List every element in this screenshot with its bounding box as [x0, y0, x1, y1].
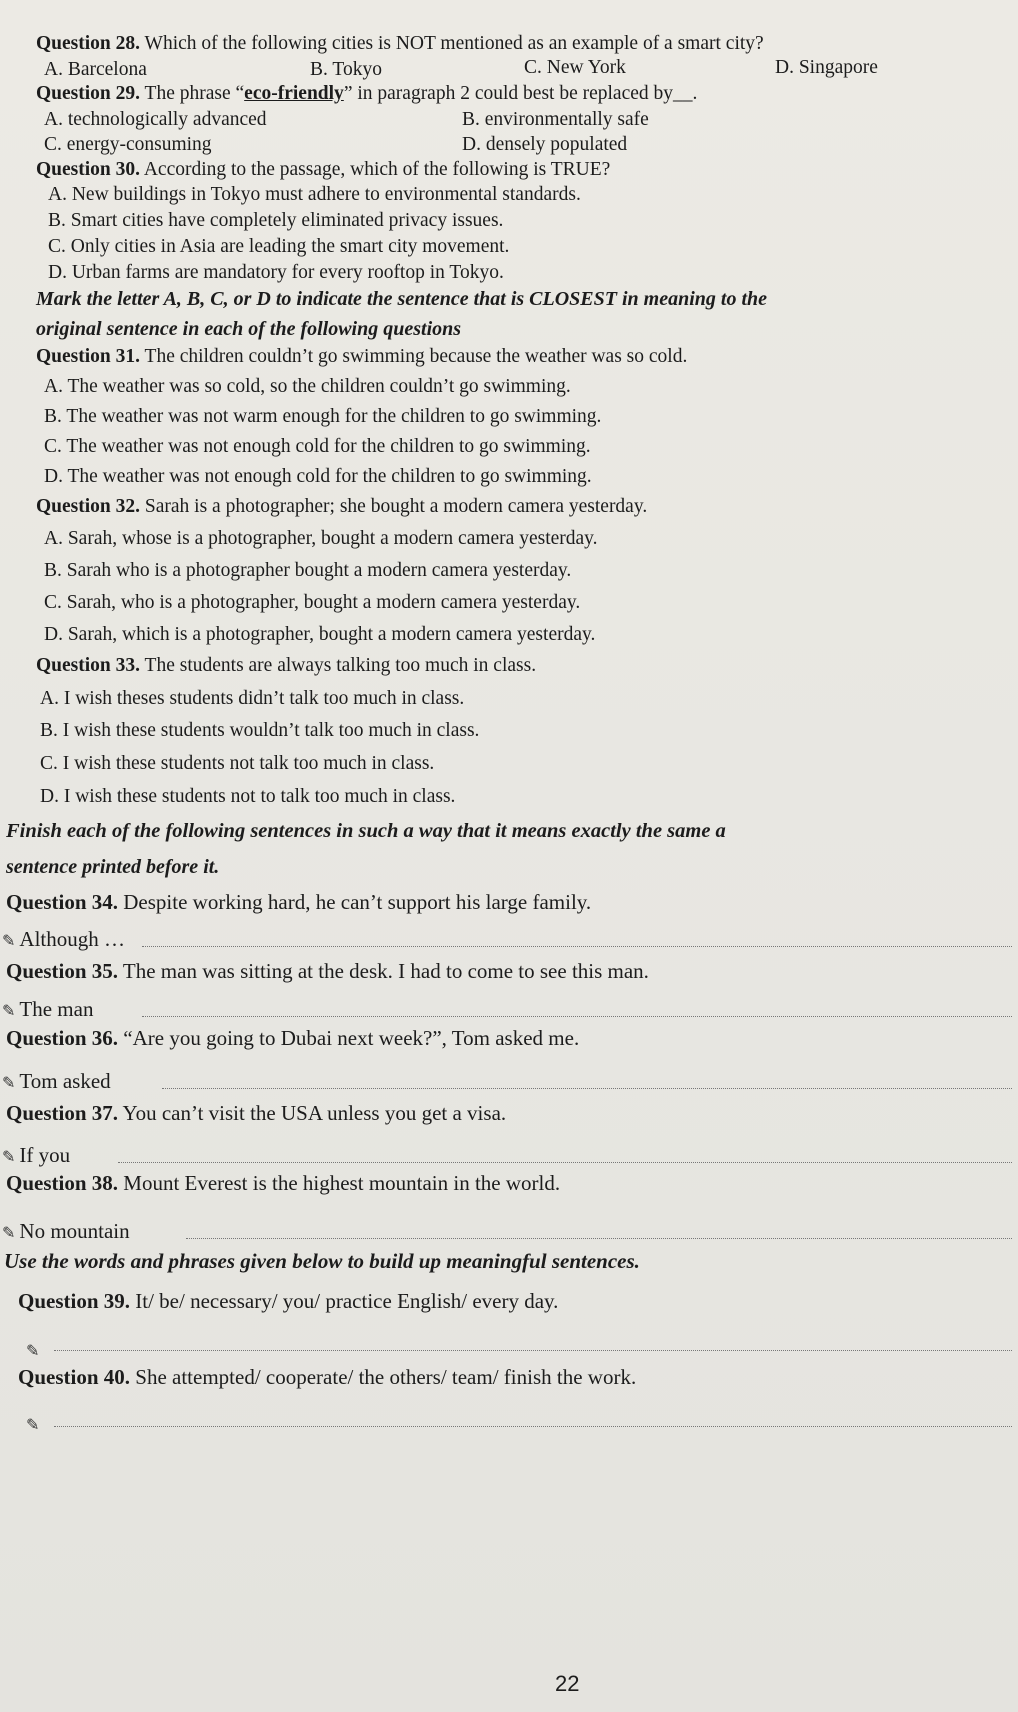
q32-option-d: D. Sarah, which is a photographer, bought a modern camera yesterday.: [44, 624, 596, 645]
q37-answer-prompt: ✎ If you: [2, 1142, 70, 1171]
q30-option-d: D. Urban farms are mandatory for every rooftop in Tokyo.: [48, 262, 504, 283]
question-40: Question 40. She attempted/ cooperate/ the others/ team/ finish the work.: [18, 1365, 637, 1389]
q38-answer-prompt: ✎ No mountain: [2, 1218, 130, 1247]
q37-answer-line[interactable]: [118, 1162, 1012, 1163]
q28-option-b: B. Tokyo: [310, 59, 382, 80]
question-34: Question 34. Despite working hard, he can’t support his large family.: [6, 890, 592, 914]
q38-answer-line[interactable]: [186, 1238, 1012, 1239]
instruction-finish-sentence-1: Finish each of the following sentences in such a way that it means exactly the same a: [6, 820, 726, 842]
instruction-closest-meaning-2: original sentence in each of the following questions: [36, 318, 462, 340]
question-36: Question 36. “Are you going to Dubai next week?”, Tom asked me.: [6, 1026, 580, 1050]
q33-option-a: A. I wish theses students didn’t talk too much in class.: [40, 688, 465, 709]
question-35: Question 35. The man was sitting at the desk. I had to come to see this man.: [6, 959, 649, 983]
q40-answer-prompt: [26, 1410, 43, 1439]
q34-answer-prompt: ✎ Although …: [2, 926, 125, 955]
q31-option-a: A. The weather was so cold, so the children couldn’t go swimming.: [44, 376, 571, 397]
instruction-closest-meaning-1: Mark the letter A, B, C, or D to indicate the sentence that is CLOSEST in meaning to the: [36, 288, 767, 310]
q30-option-b: B. Smart cities have completely eliminated privacy issues.: [48, 210, 504, 231]
question-37: Question 37. You can’t visit the USA unless you get a visa.: [6, 1101, 507, 1125]
q28-option-d: D. Singapore: [775, 57, 878, 78]
pencil-icon: ✎: [26, 1417, 40, 1434]
q31-option-c: C. The weather was not enough cold for the children to go swimming.: [44, 436, 591, 457]
q39-answer-line[interactable]: [54, 1350, 1012, 1351]
pencil-icon: ✎: [26, 1343, 40, 1360]
pencil-icon: ✎: [2, 1003, 16, 1020]
question-33: Question 33. The students are always talking too much in class.: [36, 655, 537, 676]
pencil-icon: ✎: [2, 1225, 16, 1242]
page-number: 22: [555, 1671, 580, 1696]
q33-option-d: D. I wish these students not to talk too much in class.: [40, 786, 456, 807]
question-38: Question 38. Mount Everest is the highest mountain in the world.: [6, 1171, 561, 1195]
q40-answer-line[interactable]: [54, 1426, 1012, 1427]
question-32: Question 32. Sarah is a photographer; she bought a modern camera yesterday.: [36, 496, 648, 517]
instruction-finish-sentence-2: sentence printed before it.: [6, 856, 220, 878]
instruction-build-sentences: Use the words and phrases given below to build up meaningful sentences.: [4, 1249, 640, 1273]
q29-option-c: C. energy-consuming: [44, 134, 212, 155]
q29-option-b: B. environmentally safe: [462, 109, 649, 130]
question-31: Question 31. The children couldn’t go swimming because the weather was so cold.: [36, 346, 688, 367]
q28-option-c: C. New York: [524, 57, 626, 78]
q36-answer-prompt: ✎ Tom asked: [2, 1068, 111, 1097]
pencil-icon: ✎: [2, 1075, 16, 1092]
q32-option-c: C. Sarah, who is a photographer, bought a modern camera yesterday.: [44, 592, 581, 613]
q28-option-a: A. Barcelona: [44, 59, 147, 80]
q33-option-c: C. I wish these students not talk too much in class.: [40, 753, 435, 774]
question-39: Question 39. It/ be/ necessary/ you/ practice English/ every day.: [18, 1289, 559, 1313]
q31-option-d: D. The weather was not enough cold for the children to go swimming.: [44, 466, 592, 487]
q35-answer-line[interactable]: [142, 1016, 1012, 1017]
q29-option-d: D. densely populated: [462, 134, 628, 155]
q36-answer-line[interactable]: [162, 1088, 1012, 1089]
q30-option-a: A. New buildings in Tokyo must adhere to environmental standards.: [48, 184, 581, 205]
question-30: Question 30. According to the passage, which of the following is TRUE?: [36, 159, 611, 180]
pencil-icon: ✎: [2, 933, 16, 950]
q34-answer-line[interactable]: [142, 946, 1012, 947]
q30-option-c: C. Only cities in Asia are leading the smart city movement.: [48, 236, 510, 257]
q39-answer-prompt: [26, 1336, 43, 1365]
q33-option-b: B. I wish these students wouldn’t talk too much in class.: [40, 720, 480, 741]
q32-option-a: A. Sarah, whose is a photographer, bought a modern camera yesterday.: [44, 528, 598, 549]
question-28: Question 28. Which of the following cities is NOT mentioned as an example of a smart city?: [36, 33, 764, 54]
pencil-icon: ✎: [2, 1149, 16, 1166]
q32-option-b: B. Sarah who is a photographer bought a modern camera yesterday.: [44, 560, 572, 581]
q35-answer-prompt: ✎ The man: [2, 996, 93, 1025]
q29-option-a: A. technologically advanced: [44, 109, 267, 130]
question-29: Question 29. The phrase “eco-friendly” in paragraph 2 could best be replaced by__.: [36, 83, 698, 104]
q31-option-b: B. The weather was not warm enough for the children to go swimming.: [44, 406, 602, 427]
